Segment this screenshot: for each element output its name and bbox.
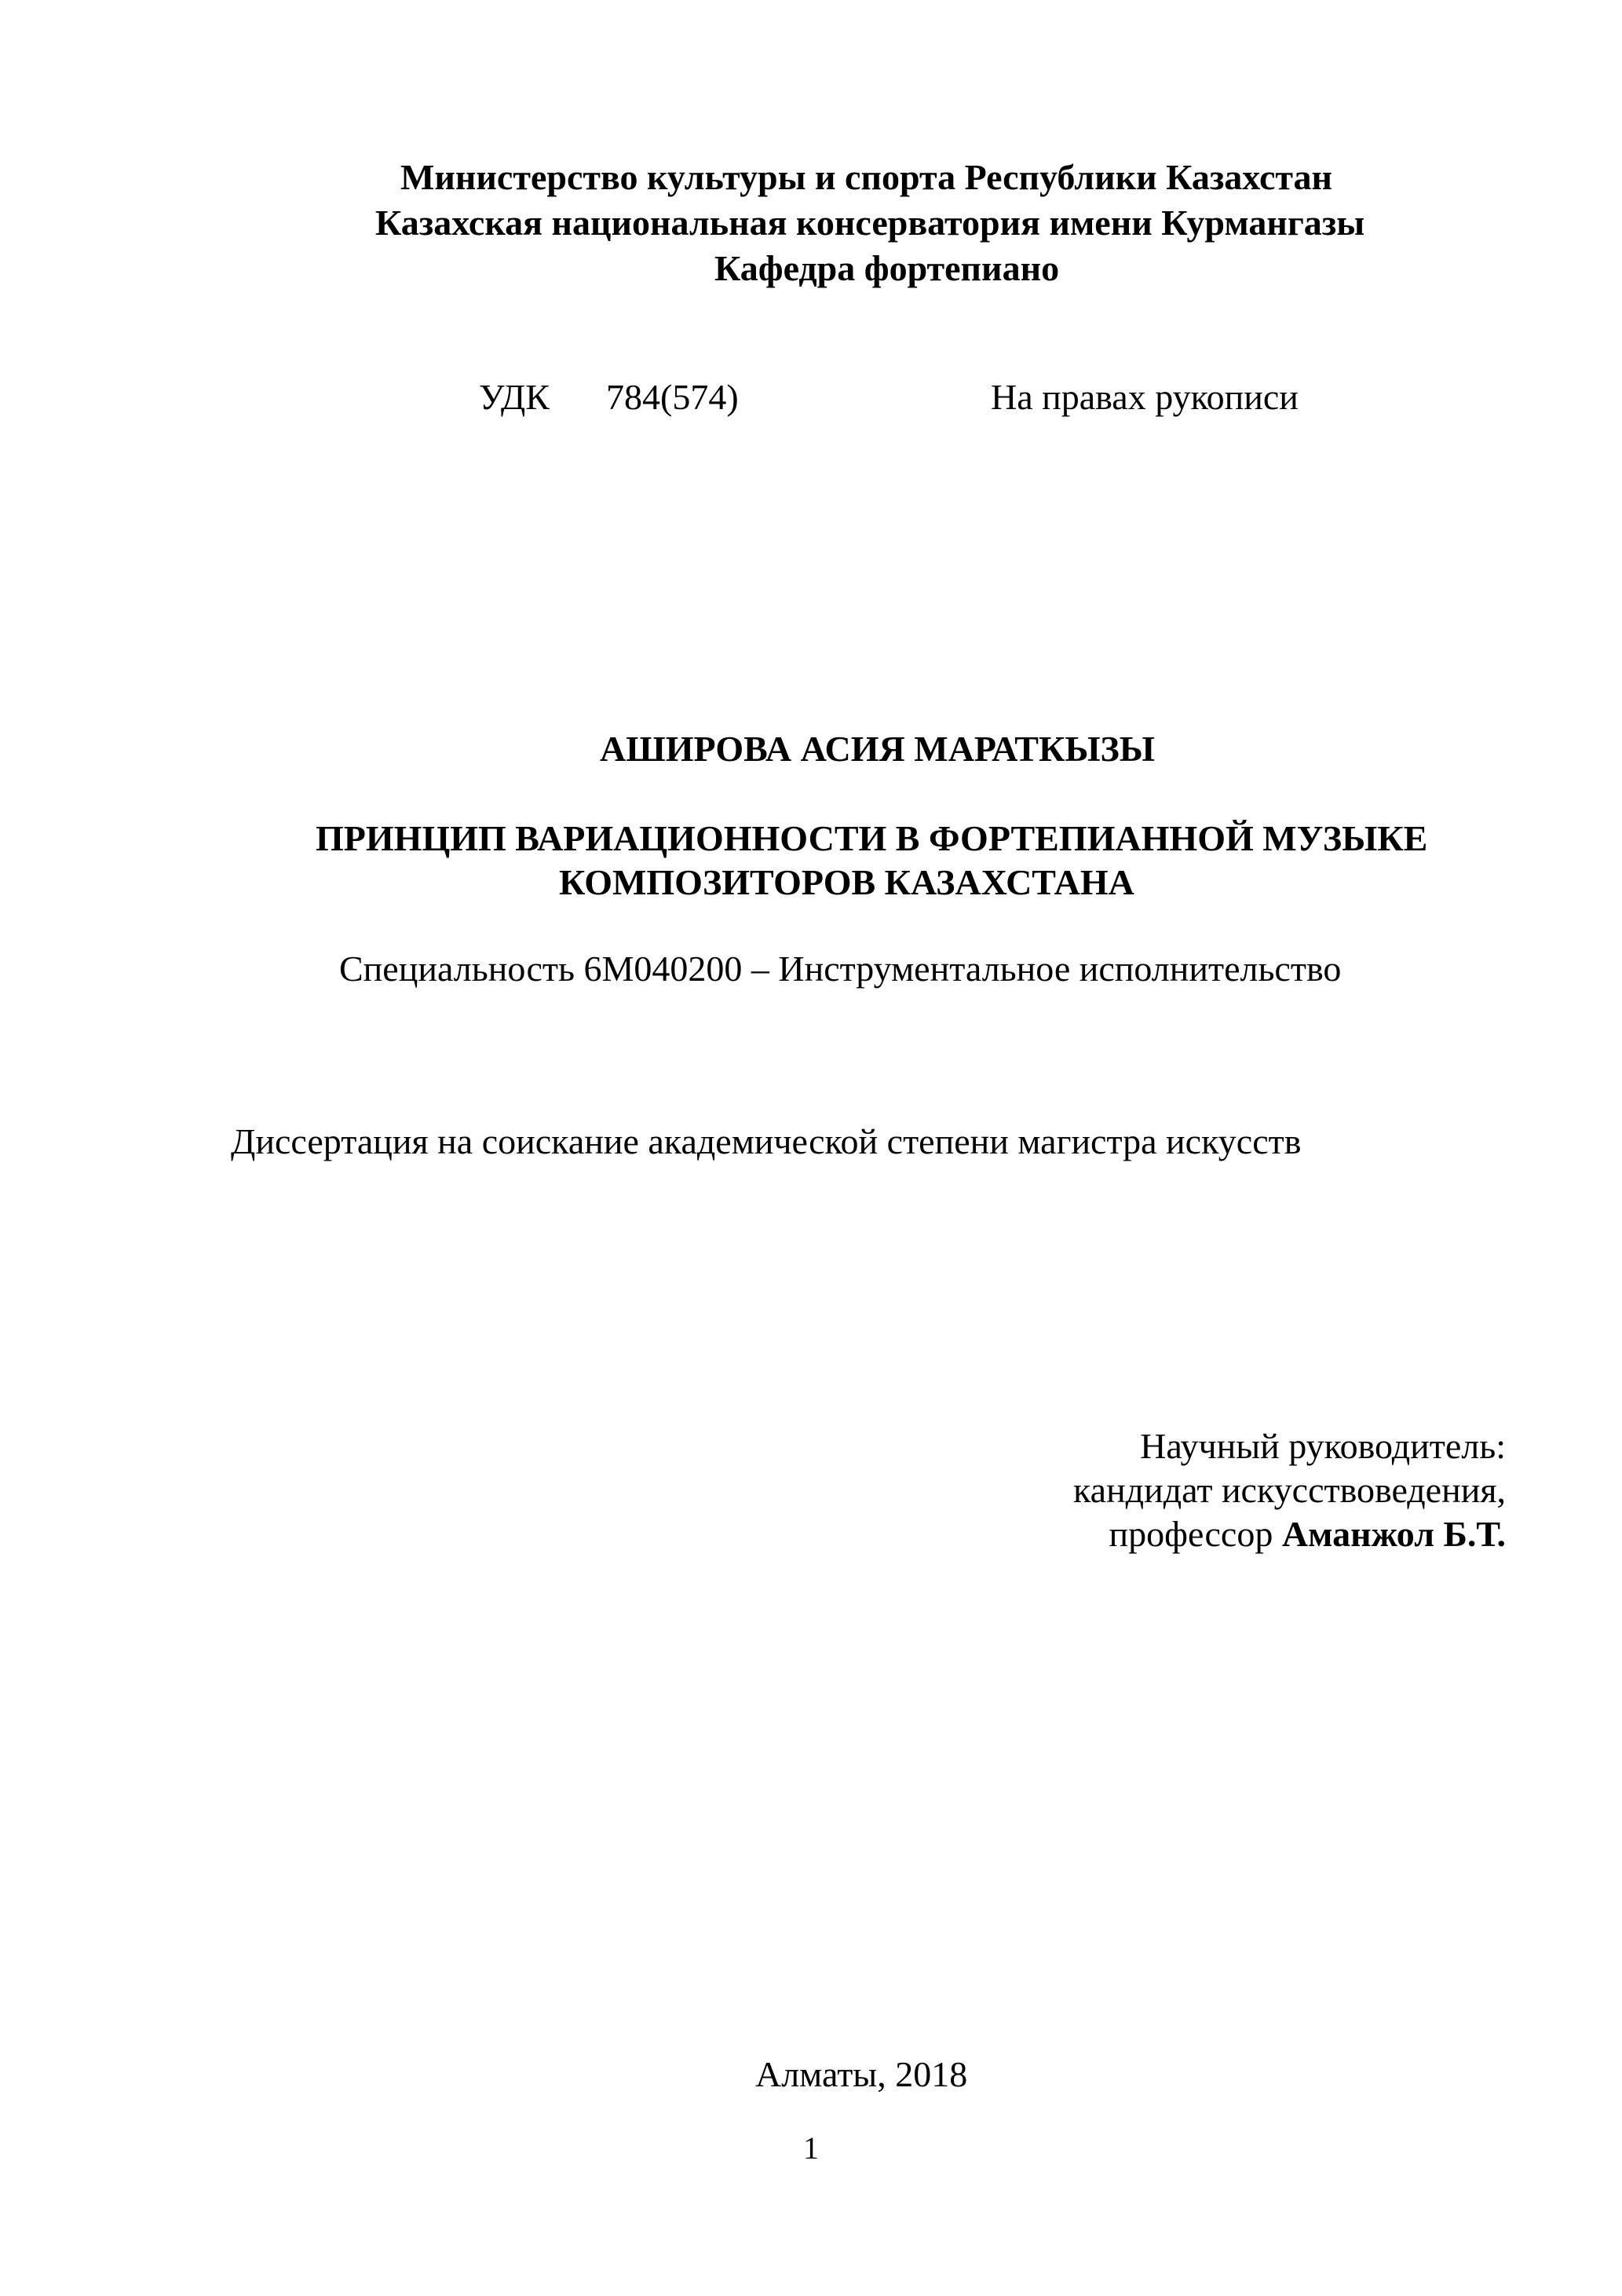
udk-label: УДК xyxy=(479,377,550,417)
conservatory-name: Казахская национальная консерватория имени Курмангазы xyxy=(375,203,1365,243)
supervisor-heading: Научный руководитель: xyxy=(1140,1426,1506,1466)
supervisor-degree: кандидат искусствоведения, xyxy=(1073,1470,1506,1510)
department-name: Кафедра фортепиано xyxy=(714,248,1060,288)
supervisor-rank: профессор xyxy=(1109,1514,1273,1554)
author-name: АШИРОВА АСИЯ МАРАТКЫЗЫ xyxy=(600,729,1155,769)
supervisor-name: Аманжол Б.Т. xyxy=(1281,1514,1506,1554)
manuscript-note: На правах рукописи xyxy=(991,377,1299,417)
city-year: Алматы, 2018 xyxy=(755,2054,968,2094)
thesis-title-line-2: КОМПОЗИТОРОВ КАЗАХСТАНА xyxy=(559,862,1134,902)
udk-code: 784(574) xyxy=(606,377,739,417)
thesis-title-line-1: ПРИНЦИП ВАРИАЦИОННОСТИ В ФОРТЕПИАННОЙ МУЗЫКЕ xyxy=(316,818,1428,858)
specialty-line: Специальность 6М040200 – Инструментальное исполнительство xyxy=(339,949,1342,989)
supervisor-rank-name xyxy=(0,1512,1506,1556)
dissertation-line: Диссертация на соискание академической степени магистра искусств xyxy=(231,1121,1302,1161)
ministry-name: Министерство культуры и спорта Республики Казахстан xyxy=(400,157,1333,197)
page-number: 1 xyxy=(803,2130,819,2166)
